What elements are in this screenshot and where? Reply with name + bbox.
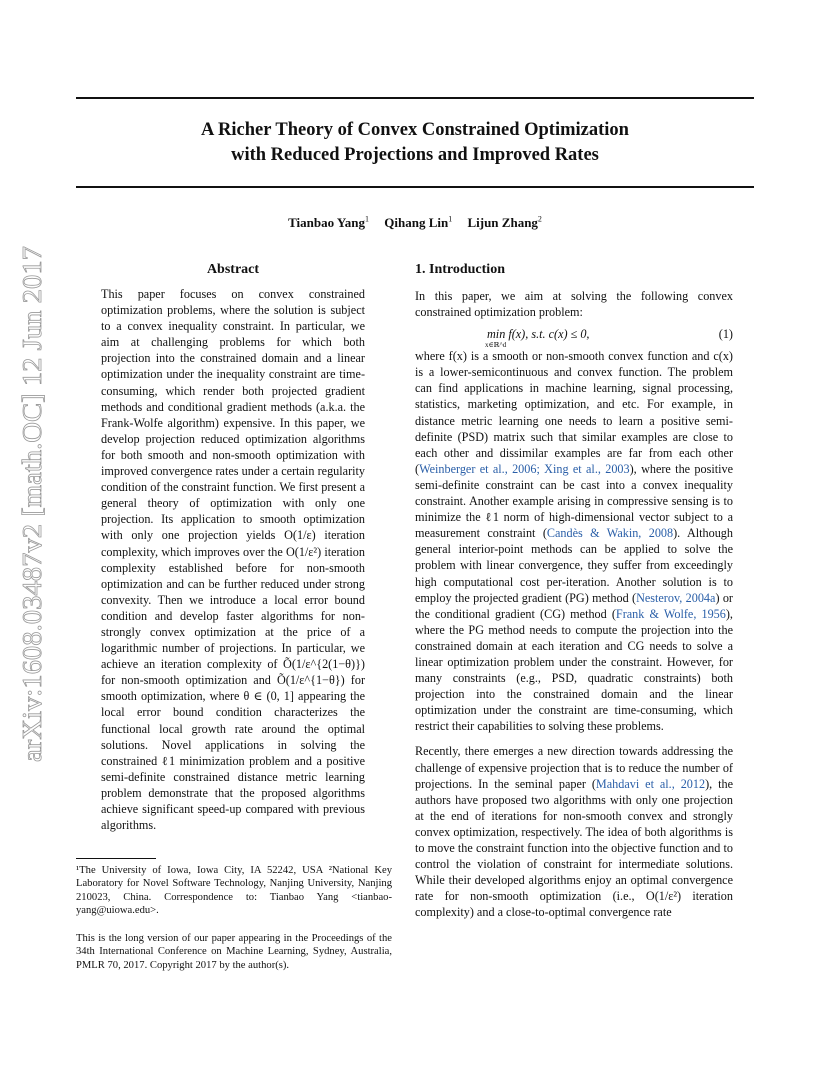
intro-heading: 1. Introduction [415,262,505,277]
abstract-heading: Abstract [206,262,260,277]
citation-link[interactable]: Nesterov, 2004a [636,590,716,605]
citation-link[interactable]: Weinberger et al., 2006; Xing et al., 2003 [419,461,630,476]
footnote-rule [76,858,156,859]
equation-subscript: x∈ℝ^d [485,341,507,350]
citation-link[interactable]: Candès & Wakin, 2008 [546,526,674,541]
left-column [101,262,365,833]
author: Tianbao Yang$^1$ [288,215,370,231]
title-line-1: A Richer Theory of Convex Constrained Optimization [201,120,629,140]
equation-1 [415,326,733,350]
citation-link[interactable]: Frank & Wolfe, 1956 [615,606,726,621]
intro-paragraph-1: In this paper, we aim at solving the following convex constrained optimization problem: [415,289,733,320]
intro-paragraph-2: where f(x) is a smooth or non-smooth convex function and c(x) is a lower-semicontinuous and convex function. The problem can find applications in machine learning, signal processing, statistics, marketing optimization, and etc. For example, in distance metric learning one needs to learn a positive semi-definite (PSD) matrix such that similar examples are close to each other and dissimilar examples are far from each other (Weinberger et al., 2006; Xing et al., 2003), where the positive semi-definite constraint can be cast into a convex inequality constraint. Another example arising in compressive sensing is to minimize the ℓ1 norm of high-dimensional vector subject to a measurement constraint (Candès & Wakin, 2008). Although general interior-point methods can be applied to solve the problem with linear convergence, they suffer from exceedingly high computational cost per-iteration. Another solution is to employ the projected gradient (PG) method (Nesterov, 2004a) or the conditional gradient (CG) method (Frank & Wolfe, 1956), where the PG method needs to compute the projection into the constrained domain at each iteration and CG needs to solve a linear optimization problem under the constraint. However, for many constraints (e.g., PSD, quadratic constraints) both projection into the constrained domain and the linear optimization under the constraint are time-consuming, which restrict their capabilities to solving these problems. [415,349,733,734]
author-list [76,215,754,231]
citation-link[interactable]: Mahdavi et al., 2012 [595,776,706,791]
footnote-publication: This is the long version of our paper appearing in the Proceedings of the 34th International Conference on Machine Learning, Sydney, Australia, PMLR 70, 2017. Copyright 2017 by the author(s). [76,933,392,971]
footnote-affiliations: ¹The University of Iowa, Iowa City, IA 52242, USA ²National Key Laboratory for Novel Software Technology, Nanjing University, Nanjing 210023, China. Correspondence to: Tianbao Yang <tianbao-yang@uiowa.edu>. [76,865,392,917]
author: Lijun Zhang$^2$ [467,215,542,231]
paper-title [76,118,754,168]
abstract-text: This paper focuses on convex constrained optimization problems, where the solution is subject to a convex inequality constraint. In particular, we aim at challenging problems for which both projection into the constrained domain and a linear optimization under the inequality constraint are time-consuming, which render both projected gradient methods and conditional gradient methods (a.k.a. the Frank-Wolfe algorithm) expensive. In this paper, we develop projection reduced optimization algorithms for both smooth and non-smooth optimization with improved convergence rates under a certain regularity condition of the constraint function. We first present a general theory of optimization with only one projection. Its application to smooth optimization with only one projection yields O(1/ε) iteration complexity, which improves over the O(1/ε²) iteration complexity established before for non-smooth optimization and can be further reduced under strong convexity. Then we introduce a local error bound condition and develop faster algorithms for non-strongly convex optimization at the price of a logarithmic number of projections. In particular, we achieve an iteration complexity of Õ(1/ε^{2(1−θ)}) for non-smooth optimization and Õ(1/ε^{1−θ}) for smooth optimization, where θ ∈ (0, 1] appearing the local error bound condition characterizes the functional local growth rate around the optimal solutions. Novel applications in solving the constrained ℓ1 minimization problem and a positive semi-definite constrained distance metric learning problem demonstrate that the proposed algorithms achieve significant speed-up compared with previous algorithms. [101,287,365,833]
intro-paragraph-3: Recently, there emerges a new direction towards addressing the challenge of expensive projection that is to reduce the number of projections. In the seminal paper (Mahdavi et al., 2012), the authors have proposed two algorithms with only one projection at the end of iterations for non-smooth convex and strongly convex optimization, respectively. The idea of both algorithms is to move the constraint function into the objective function and to control the violation of constraint for intermediate solutions. While their developed algorithms enjoy an optimal convergence rate for non-smooth optimization (i.e., O(1/ε²) iteration complexity) and a close-to-optimal convergence rate [415,744,733,920]
right-column [415,262,733,920]
arxiv-stamp-text: arXiv:1608.03487v2 [math.OC] 12 Jun 2017 [17,276,47,762]
title-line-2: with Reduced Projections and Improved Rates [231,145,599,165]
equation-number: (1) [718,327,733,342]
arxiv-stamp [8,242,52,762]
equation-expression: min f(x), s.t. c(x) ≤ 0, x∈ℝ^d [485,327,590,350]
title-rule-bottom [76,186,754,188]
title-rule-top [76,97,754,99]
author: Qihang Lin$^1$ [384,215,453,231]
